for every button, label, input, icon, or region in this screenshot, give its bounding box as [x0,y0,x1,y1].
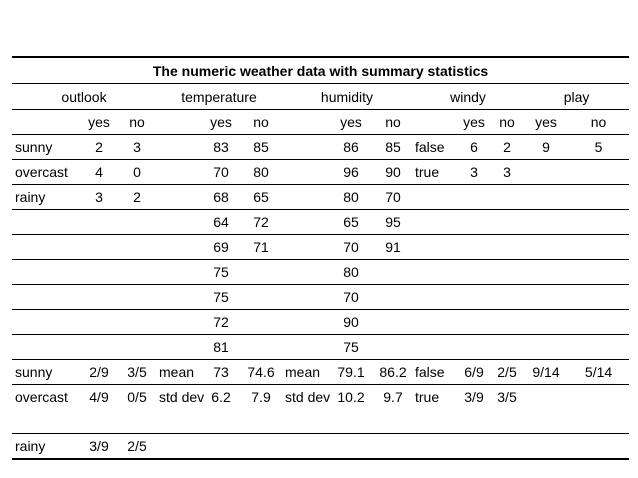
cell-windy-no: 3 [490,160,524,185]
cell-humidity-no: 85 [374,135,412,160]
subheader-windy-yes: yes [458,110,490,135]
subheader-row [12,110,629,135]
table-row [12,285,629,310]
table-row [12,360,629,385]
subheader-windy-no: no [490,110,524,135]
cell-humidity-label [282,434,328,460]
cell-windy-label [412,335,458,360]
cell-humidity-label: mean [282,360,328,385]
cell-outlook-yes [80,260,118,285]
cell-humidity-no: 9.7 [374,385,412,434]
cell-humidity-yes: 90 [328,310,374,335]
cell-outlook-label: sunny [12,135,80,160]
cell-windy-yes [458,235,490,260]
cell-windy-yes: 6/9 [458,360,490,385]
cell-play-no: 5/14 [568,360,629,385]
cell-outlook-yes: 2 [80,135,118,160]
cell-outlook-label [12,235,80,260]
cell-outlook-no [118,235,156,260]
cell-temperature-no: 80 [240,160,282,185]
cell-outlook-yes [80,310,118,335]
cell-windy-label: false [412,360,458,385]
cell-humidity-label [282,335,328,360]
subheader-temperature-no: no [240,110,282,135]
header-play: play [524,84,629,110]
cell-temperature-yes: 83 [202,135,240,160]
cell-temperature-yes: 72 [202,310,240,335]
cell-outlook-label [12,210,80,235]
cell-windy-no [490,335,524,360]
cell-temperature-no: 65 [240,185,282,210]
cell-outlook-yes [80,285,118,310]
weather-data-table [12,56,629,460]
subheader-temperature-yes: yes [202,110,240,135]
cell-windy-no [490,185,524,210]
cell-humidity-no [374,260,412,285]
cell-windy-yes [458,310,490,335]
cell-humidity-yes: 75 [328,335,374,360]
cell-outlook-yes: 3 [80,185,118,210]
table-row [12,385,629,434]
cell-play-no [568,434,629,460]
cell-humidity-no [374,310,412,335]
cell-humidity-label [282,260,328,285]
cell-windy-no [490,285,524,310]
cell-temperature-yes: 64 [202,210,240,235]
cell-temperature-no: 7.9 [240,385,282,434]
cell-windy-label: true [412,160,458,185]
cell-play-no [568,210,629,235]
cell-humidity-yes: 80 [328,185,374,210]
cell-outlook-no: 0 [118,160,156,185]
cell-humidity-no: 91 [374,235,412,260]
cell-play-yes [524,434,568,460]
cell-play-no [568,285,629,310]
cell-outlook-label: rainy [12,185,80,210]
cell-windy-no [490,434,524,460]
cell-outlook-yes [80,210,118,235]
cell-windy-yes [458,434,490,460]
cell-outlook-yes [80,335,118,360]
cell-play-yes: 9 [524,135,568,160]
cell-play-no: 5 [568,135,629,160]
cell-play-yes [524,235,568,260]
cell-outlook-no [118,310,156,335]
cell-play-no [568,310,629,335]
cell-windy-yes [458,285,490,310]
cell-outlook-label: rainy [12,434,80,460]
cell-temperature-label: mean [156,360,202,385]
cell-humidity-label [282,285,328,310]
cell-humidity-no: 90 [374,160,412,185]
cell-outlook-yes: 2/9 [80,360,118,385]
cell-humidity-label [282,235,328,260]
cell-humidity-yes: 10.2 [328,385,374,434]
header-windy: windy [412,84,524,110]
subheader-blank [412,110,458,135]
cell-humidity-no: 86.2 [374,360,412,385]
cell-temperature-label [156,210,202,235]
cell-play-no [568,160,629,185]
cell-play-no [568,235,629,260]
cell-temperature-yes: 70 [202,160,240,185]
cell-windy-no: 2/5 [490,360,524,385]
cell-windy-yes: 3 [458,160,490,185]
cell-temperature-yes: 6.2 [202,385,240,434]
cell-windy-yes: 6 [458,135,490,160]
cell-temperature-label [156,335,202,360]
cell-windy-no: 2 [490,135,524,160]
cell-windy-no [490,260,524,285]
cell-outlook-yes: 4 [80,160,118,185]
cell-temperature-yes: 69 [202,235,240,260]
table-row [12,135,629,160]
table-body [12,135,629,460]
cell-humidity-label: std dev [282,385,328,434]
subheader-play-yes: yes [524,110,568,135]
cell-windy-no [490,310,524,335]
table-row [12,210,629,235]
cell-outlook-no [118,210,156,235]
cell-temperature-no [240,335,282,360]
cell-humidity-label [282,160,328,185]
cell-windy-label [412,434,458,460]
cell-humidity-no: 95 [374,210,412,235]
cell-windy-yes [458,210,490,235]
cell-windy-no [490,210,524,235]
cell-windy-yes [458,185,490,210]
cell-temperature-no [240,434,282,460]
cell-humidity-no [374,434,412,460]
header-temperature: temperature [156,84,282,110]
subheader-outlook-yes: yes [80,110,118,135]
cell-temperature-label [156,260,202,285]
cell-temperature-yes [202,434,240,460]
cell-temperature-no [240,310,282,335]
cell-temperature-no: 85 [240,135,282,160]
cell-windy-label [412,260,458,285]
cell-outlook-no [118,260,156,285]
cell-play-no [568,385,629,434]
cell-temperature-yes: 75 [202,285,240,310]
cell-outlook-no: 2 [118,185,156,210]
cell-play-no [568,335,629,360]
table-row [12,260,629,285]
cell-temperature-yes: 75 [202,260,240,285]
cell-temperature-label [156,160,202,185]
cell-windy-label [412,210,458,235]
cell-humidity-yes: 65 [328,210,374,235]
cell-humidity-label [282,310,328,335]
cell-outlook-label [12,260,80,285]
cell-windy-label: true [412,385,458,434]
cell-play-no [568,185,629,210]
subheader-blank [12,110,80,135]
header-outlook: outlook [12,84,156,110]
cell-windy-label [412,310,458,335]
cell-humidity-label [282,210,328,235]
cell-outlook-label: overcast [12,160,80,185]
cell-temperature-label [156,135,202,160]
cell-play-yes: 9/14 [524,360,568,385]
cell-play-yes [524,385,568,434]
cell-temperature-no: 71 [240,235,282,260]
cell-humidity-yes: 86 [328,135,374,160]
cell-humidity-yes [328,434,374,460]
cell-outlook-label [12,310,80,335]
cell-play-yes [524,210,568,235]
table-title: The numeric weather data with summary statistics [12,57,629,84]
cell-temperature-label [156,285,202,310]
cell-humidity-yes: 79.1 [328,360,374,385]
cell-play-yes [524,310,568,335]
cell-play-yes [524,285,568,310]
subheader-humidity-yes: yes [328,110,374,135]
cell-temperature-label [156,434,202,460]
cell-outlook-no [118,285,156,310]
cell-temperature-label [156,235,202,260]
cell-play-yes [524,260,568,285]
cell-windy-yes [458,335,490,360]
cell-outlook-yes: 4/9 [80,385,118,434]
table-row [12,160,629,185]
table-row [12,185,629,210]
subheader-blank [156,110,202,135]
cell-temperature-yes: 81 [202,335,240,360]
cell-temperature-no [240,260,282,285]
cell-temperature-no: 72 [240,210,282,235]
cell-temperature-no [240,285,282,310]
cell-windy-no [490,235,524,260]
cell-temperature-label [156,310,202,335]
group-header-row [12,84,629,110]
cell-temperature-yes: 73 [202,360,240,385]
subheader-humidity-no: no [374,110,412,135]
table-title-row [12,57,629,84]
subheader-outlook-no: no [118,110,156,135]
cell-windy-label [412,235,458,260]
table-row [12,310,629,335]
subheader-play-no: no [568,110,629,135]
cell-windy-yes: 3/9 [458,385,490,434]
cell-outlook-label: sunny [12,360,80,385]
cell-outlook-label [12,285,80,310]
cell-humidity-yes: 70 [328,285,374,310]
cell-outlook-no [118,335,156,360]
cell-windy-no: 3/5 [490,385,524,434]
cell-outlook-no: 3/5 [118,360,156,385]
cell-outlook-no: 2/5 [118,434,156,460]
cell-temperature-label: std dev [156,385,202,434]
cell-humidity-label [282,135,328,160]
cell-windy-yes [458,260,490,285]
cell-humidity-yes: 70 [328,235,374,260]
cell-outlook-no: 0/5 [118,385,156,434]
cell-outlook-label [12,335,80,360]
cell-windy-label: false [412,135,458,160]
cell-humidity-no: 70 [374,185,412,210]
cell-humidity-yes: 96 [328,160,374,185]
cell-humidity-no [374,285,412,310]
cell-windy-label [412,185,458,210]
cell-humidity-yes: 80 [328,260,374,285]
cell-play-yes [524,185,568,210]
table-row [12,335,629,360]
cell-play-no [568,260,629,285]
cell-outlook-no: 3 [118,135,156,160]
subheader-blank [282,110,328,135]
cell-humidity-no [374,335,412,360]
cell-temperature-yes: 68 [202,185,240,210]
cell-temperature-no: 74.6 [240,360,282,385]
cell-play-yes [524,335,568,360]
cell-outlook-yes: 3/9 [80,434,118,460]
header-humidity: humidity [282,84,412,110]
table-row [12,235,629,260]
cell-outlook-yes [80,235,118,260]
table-row [12,434,629,460]
cell-windy-label [412,285,458,310]
cell-humidity-label [282,185,328,210]
cell-temperature-label [156,185,202,210]
cell-play-yes [524,160,568,185]
cell-outlook-label: overcast [12,385,80,434]
